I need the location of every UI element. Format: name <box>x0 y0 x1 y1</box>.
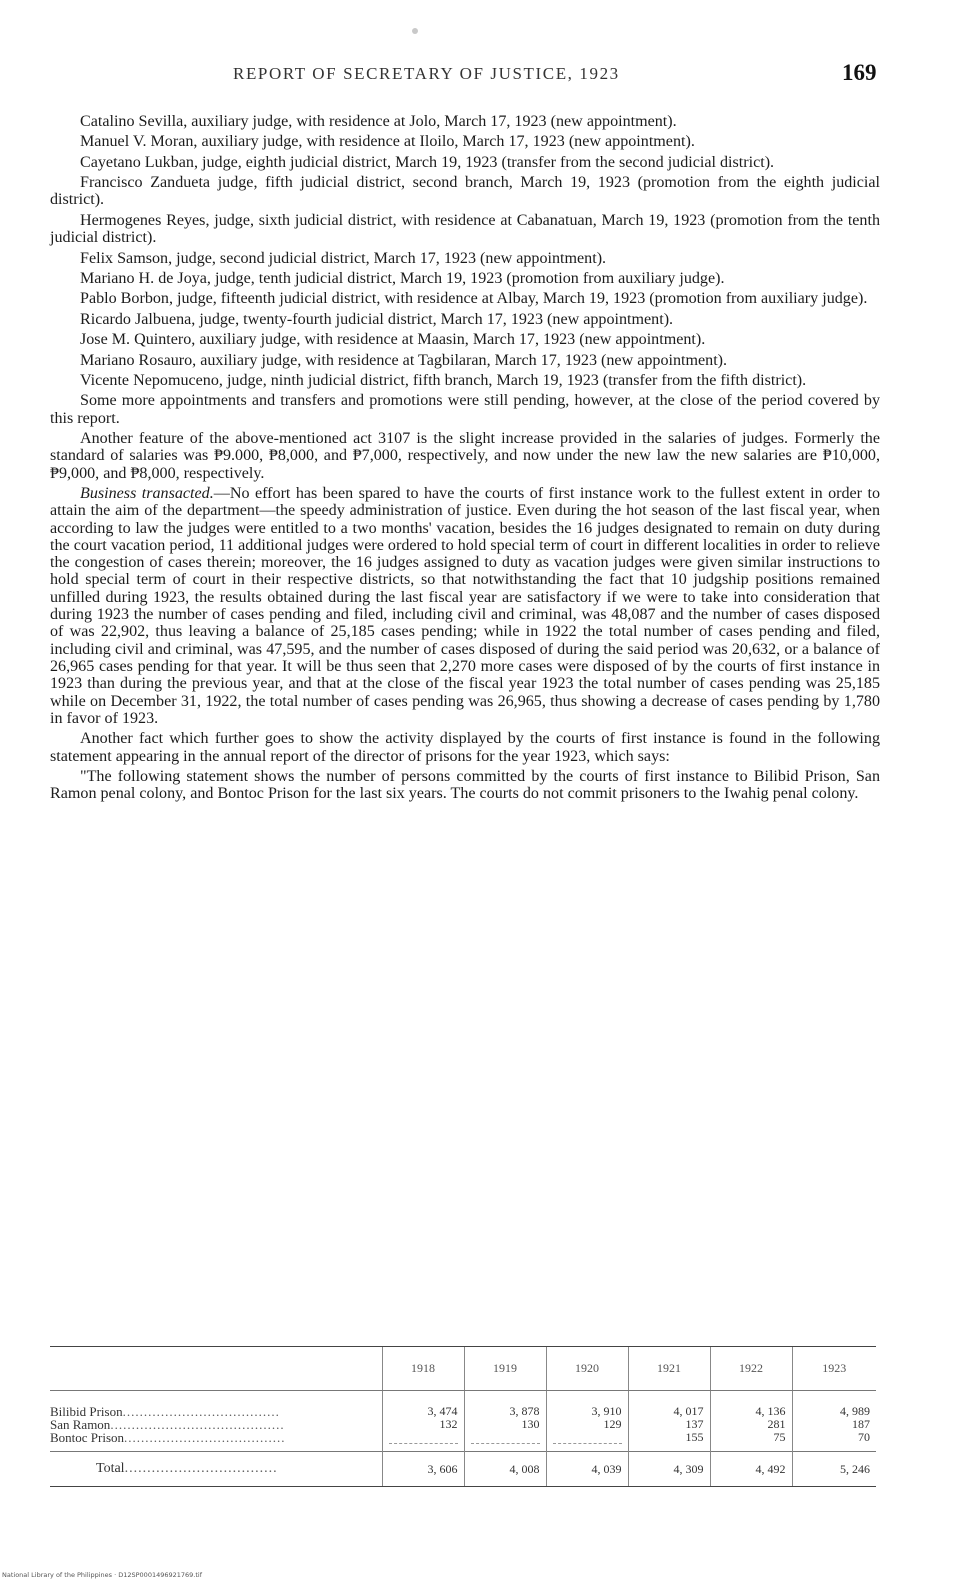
running-title: REPORT OF SECRETARY OF JUSTICE, 1923 <box>233 64 620 83</box>
table-cell: 4, 017 <box>673 1404 704 1418</box>
year-header: 1918 <box>382 1347 464 1391</box>
table-cell: 281 <box>767 1417 786 1431</box>
year-header: 1919 <box>464 1347 546 1391</box>
row-label-bontoc: Bontoc Prison <box>50 1430 125 1445</box>
table-corner <box>50 1347 382 1391</box>
table-cell: 4, 989 <box>840 1404 870 1418</box>
table-cell: 3, 878 <box>509 1404 540 1418</box>
year-column-1920 <box>546 1391 628 1452</box>
table-cell: 187 <box>852 1417 870 1431</box>
year-column-1923 <box>792 1391 876 1452</box>
table-cell: 130 <box>521 1417 540 1431</box>
year-column-1921 <box>628 1391 710 1452</box>
paragraph: Hermogenes Reyes, judge, sixth judicial district, with residence at Cabanatuan, March 19, 1923 (promotion from the tenth judicial district). <box>50 211 880 247</box>
table-cell: 132 <box>439 1417 458 1431</box>
scan-speck <box>412 28 418 34</box>
paragraph: Some more appointments and transfers and promotions were still pending, however, at the close of the period covered by this report. <box>50 392 880 427</box>
row-labels: Bilibid Prison..................................... San Ramon......................................... Bontoc Prison...................................... <box>50 1404 286 1445</box>
paragraph: Mariano Rosauro, auxiliary judge, with residence at Tagbilaran, March 17, 1923 (new appointment). <box>80 351 728 369</box>
paragraph: Mariano H. de Joya, judge, tenth judicial district, March 19, 1923 (promotion from auxiliary judge). <box>80 269 725 287</box>
total-label: Total.................................. <box>50 1452 382 1487</box>
paragraph: Another fact which further goes to show the activity displayed by the courts of first instance is found in the following statement appearing in the annual report of the director of prisons for the year 1923, which says: <box>50 730 880 765</box>
table-total-row <box>50 1452 876 1487</box>
year-column-1919 <box>464 1391 546 1452</box>
scan-footer: National Library of the Philippines · D12SP0001496921769.tif <box>2 1571 203 1579</box>
table-cell: 155 <box>685 1430 704 1444</box>
business-text: —No effort has been spared to have the courts of first instance work to the fullest extent in order to attain the aim of the department—the speedy administration of justice. Even during the hot season of the last fiscal year, when according to law the judges were entitled to a two months' vacation, besides the 16 judges designated to remain on duty during the court vacation period, 11 additional judges were ordered to hold special term of court in different localities in order to relieve the congestion of cases therein; moreover, the 16 judges assigned to duty as vacation judges were given similar instructions to hold special term of court in their respective districts, so that notwithstanding the fact that 10 judgship positions remained unfilled during 1923, the results obtained during the last fiscal year are satisfactory if we were to take into consideration that during 1923 the number of cases pending and filed, including civil and criminal, was 48,087 and the number of cases disposed of was 22,902, thus leaving a balance of 25,185 cases pending; while in 1922 the total number of cases pending and filed, including civil and criminal, was 47,595, and the number of cases disposed of during the said period was 20,632, or a balance of 26,965 cases pending for that year. It will be thus seen that 2,270 more cases were disposed of by the courts of first instance in 1923 than during the previous year, and that at the close of the fiscal year 1923 the total number of cases pending was 25,185 while on December 31, 1922, the total number of cases pending was 26,965, thus showing a decrease of cases pending by 1,780 in favor of 1923. <box>50 484 880 727</box>
empty-cell <box>471 1431 540 1444</box>
table-cell: 3, 474 <box>427 1404 458 1418</box>
year-header: 1923 <box>792 1347 876 1391</box>
year-header: 1920 <box>546 1347 628 1391</box>
total-cell: 4, 039 <box>546 1452 628 1487</box>
total-label-text: Total <box>96 1461 125 1476</box>
prison-commitments-table <box>50 1346 880 1487</box>
table-body-row <box>50 1391 876 1452</box>
table-cell: 137 <box>685 1417 704 1431</box>
total-cell: 4, 309 <box>628 1452 710 1487</box>
paragraph: Manuel V. Moran, auxiliary judge, with residence at Iloilo, March 17, 1923 (new appointment). <box>80 133 695 151</box>
quote-paragraph: "The following statement shows the number of persons committed by the courts of first instance to Bilibid Prison, San Ramon penal colony, and Bontoc Prison for the last six years. The courts do not commit prisoners to the Iwahig penal colony. <box>50 767 880 803</box>
total-cell: 5, 246 <box>792 1452 876 1487</box>
paragraph: Jose M. Quintero, auxiliary judge, with residence at Maasin, March 17, 1923 (new appointment). <box>80 331 706 349</box>
total-cell: 3, 606 <box>382 1452 464 1487</box>
paragraph: Another feature of the above-mentioned act 3107 is the slight increase provided in the salaries of judges. Formerly the standard of salaries was ₱9.000, ₱8,000, and ₱7,000, respectively, and now under the new law the new salaries are ₱10,000, ₱9,000, and ₱8,000, respectively. <box>50 429 880 482</box>
table-cell: 70 <box>858 1430 870 1444</box>
page-header <box>0 60 955 94</box>
paragraph: Cayetano Lukban, judge, eighth judicial district, March 19, 1923 (transfer from the second judicial district). <box>80 153 775 171</box>
paragraph: Catalino Sevilla, auxiliary judge, with residence at Jolo, March 17, 1923 (new appointment). <box>80 113 677 130</box>
row-label-san-ramon: San Ramon <box>50 1417 111 1432</box>
empty-cell <box>553 1431 622 1444</box>
year-header: 1922 <box>710 1347 792 1391</box>
paragraph: Vicente Nepomuceno, judge, ninth judicial district, fifth branch, March 19, 1923 (transfer from the fifth district). <box>80 371 807 389</box>
table-header-row <box>50 1347 876 1391</box>
paragraph: Felix Samson, judge, second judicial district, March 17, 1923 (new appointment). <box>80 249 607 267</box>
year-column-1918 <box>382 1391 464 1452</box>
table-cell: 75 <box>773 1430 786 1444</box>
total-cell: 4, 008 <box>464 1452 546 1487</box>
total-cell: 4, 492 <box>710 1452 792 1487</box>
paragraph: Pablo Borbon, judge, fifteenth judicial district, with residence at Albay, March 19, 1923 (promotion from auxiliary judge). <box>80 290 868 308</box>
year-column-1922 <box>710 1391 792 1452</box>
page-number: 169 <box>842 60 877 85</box>
empty-cell <box>389 1431 458 1444</box>
table-cell: 129 <box>603 1417 622 1431</box>
section-heading: Business transacted. <box>80 484 214 502</box>
table-cell: 3, 910 <box>591 1404 622 1418</box>
table-cell: 4, 136 <box>755 1404 786 1418</box>
row-label-bilibid: Bilibid Prison <box>50 1404 123 1419</box>
paragraph: Ricardo Jalbuena, judge, twenty-fourth judicial district, March 17, 1923 (new appointment). <box>80 310 674 328</box>
body-text <box>50 113 880 802</box>
business-paragraph <box>50 485 880 727</box>
year-header: 1921 <box>628 1347 710 1391</box>
paragraph: Francisco Zandueta judge, fifth judicial district, second branch, March 19, 1923 (promotion from the eighth judicial district). <box>50 174 880 209</box>
